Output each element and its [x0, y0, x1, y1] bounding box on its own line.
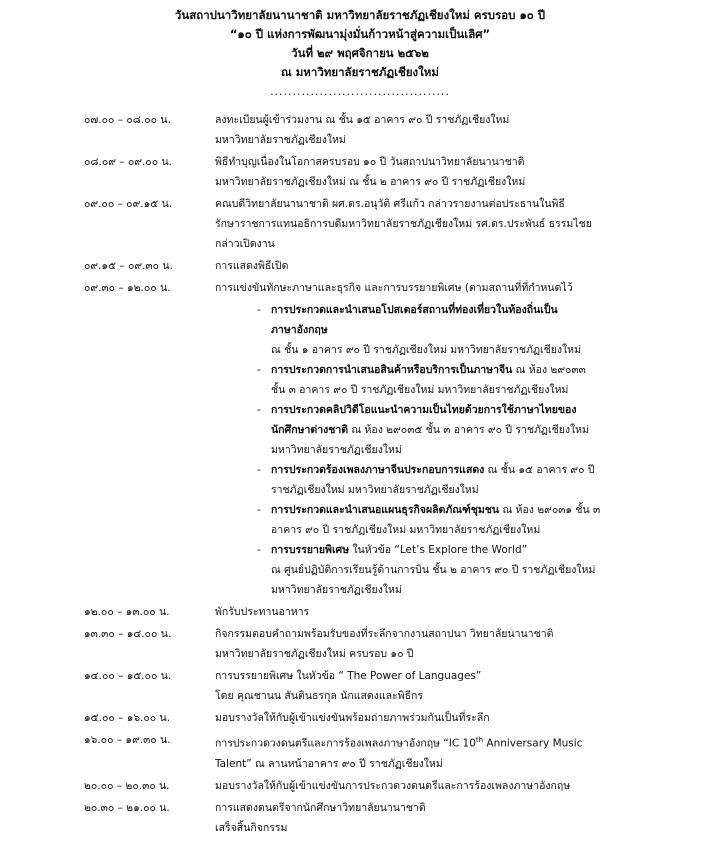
time-slot: ๒๐.๐๐ – ๒๐.๓๐ น. — [84, 779, 170, 792]
competition-venue: มหาวิทยาลัยราชภัฏเชียงใหม่ — [271, 584, 402, 596]
time-slot: ๑๓.๓๐ – ๑๔.๐๐ น. — [84, 628, 172, 640]
schedule-row — [0, 730, 720, 774]
activity-desc — [215, 666, 655, 706]
activity-line: การแสดงดนตรีจากนักศึกษาวิทยาลัยนานาชาติ — [215, 801, 426, 814]
activity-line: โดย คุณชานน สันตินธรกุล นักแสดงและพิธีกร — [215, 690, 424, 702]
competition-venue: ราชภัฏเชียงใหม่ มหาวิทยาลัยราชภัฏเชียงใหม่ — [271, 484, 479, 496]
time-slot: ๐๘.๐๙ – ๐๙.๐๐ น. — [84, 156, 172, 168]
bullet-dash: - — [257, 304, 261, 316]
activity-line: พิธีทำบุญเนื่องในโอกาสครบรอบ ๑๐ ปี วันสถาปนาวิทยาลัยนานาชาติ — [215, 156, 525, 168]
activity-line — [215, 730, 655, 754]
competition-title: การประกวดและนำเสนอโปสเตอร์สถานที่ท่องเที่ยวในท้องถิ่นเป็น — [271, 304, 558, 316]
bullet-dash: - — [257, 544, 261, 556]
activity-text: Anniversary Music — [483, 737, 583, 750]
time-slot: ๑๒.๐๐ – ๑๓.๐๐ น. — [84, 606, 170, 618]
activity-line: กิจกรรมตอบคำถามพร้อมรับของที่ระลึกจากงานสถาปนา วิทยาลัยนานาชาติ — [215, 628, 554, 640]
competition-venue: ณ ชั้น ๑๕ อาคาร ๙๐ ปี — [484, 464, 595, 476]
competition-venue: ณ ห้อง ๒๙๐๓๕ ชั้น ๓ อาคาร ๙๐ ปี ราชภัฏเชียงใหม่ — [348, 424, 589, 436]
activity-line: มหาวิทยาลัยราชภัฏเชียงใหม่ ณ ชั้น ๒ อาคาร ๙๐ ปี ราชภัฏเชียงใหม่ — [215, 176, 526, 188]
document-header — [0, 6, 720, 100]
schedule-row — [0, 110, 720, 150]
activity-text: การประกวดวงดนตรีและการร้องเพลงภาษาอังกฤษ “IC 10 — [215, 737, 476, 750]
activity-line: การแสดงพิธีเปิด — [215, 260, 289, 272]
activity-line: มหาวิทยาลัยราชภัฏเชียงใหม่ ครบรอบ ๑๐ ปี — [215, 648, 414, 660]
competition-item — [257, 460, 667, 500]
activity-line: ลงทะเบียนผู้เข้าร่วมงาน ณ ชั้น ๑๕ อาคาร ๙๐ ปี ราชภัฏเชียงใหม่ — [215, 114, 510, 126]
activity-line: รักษาราชการแทนอธิการบดีมหาวิทยาลัยราชภัฏเชียงใหม่ รศ.ดร.ประพันธ์ ธรรมไชย — [215, 218, 592, 230]
event-date: วันที่ ๒๙ พฤศจิกายน ๒๕๖๒ — [291, 46, 429, 60]
competition-title: การประกวดการนำเสนอสินค้าหรือบริการเป็นภาษาจีน — [271, 364, 513, 376]
activity-desc — [215, 110, 655, 150]
competition-item — [257, 360, 667, 400]
time-slot: ๑๕.๐๐ – ๑๖.๐๐ น. — [84, 712, 171, 724]
schedule-row — [0, 624, 720, 664]
activity-line: มอบรางวัลให้กับผู้เข้าแข่งขันการประกวดวงดนตรีและการร้องเพลงภาษาอังกฤษ — [215, 779, 571, 792]
competition-item — [257, 300, 667, 360]
activity-desc — [215, 708, 655, 728]
time-slot: ๐๙.๓๐ – ๑๒.๐๐ น. — [84, 282, 171, 294]
schedule-row — [0, 798, 720, 838]
dotted-separator: ........................................ — [270, 85, 450, 98]
activity-desc — [215, 278, 655, 298]
time-slot: ๒๐.๓๐ – ๒๑.๐๐ น. — [84, 801, 170, 814]
schedule-list — [0, 110, 720, 840]
schedule-row — [0, 278, 720, 298]
schedule-row — [0, 194, 720, 254]
schedule-row — [0, 708, 720, 728]
ordinal-suffix: th — [475, 736, 484, 744]
activity-line: การบรรยายพิเศษ ในหัวข้อ “ The Power of Languages” — [215, 670, 482, 682]
activity-desc — [215, 730, 655, 774]
competition-venue: ณ ห้อง ๒๙๐๓๓ — [512, 364, 586, 376]
competition-topic: ในหัวข้อ “Let’s Explore the World” — [349, 544, 528, 556]
activity-line: คณบดีวิทยาลัยนานาชาติ ผศ.ดร.อนุวัติ ศรีแก้ว กล่าวรายงานต่อประธานในพิธี — [215, 198, 565, 210]
activity-desc — [215, 256, 655, 276]
competition-title: นักศึกษาต่างชาติ — [271, 424, 349, 436]
event-title: วันสถาปนาวิทยาลัยนานาชาติ มหาวิทยาลัยราชภัฏเชียงใหม่ ครบรอบ ๑๐ ปี — [174, 8, 546, 22]
event-venue: ณ มหาวิทยาลัยราชภัฏเชียงใหม่ — [281, 65, 439, 79]
activity-line: การแข่งขันทักษะภาษาและธุรกิจ และการบรรยายพิเศษ (ตามสถานที่ที่กำหนดไว้ — [215, 282, 573, 294]
schedule-row — [0, 256, 720, 276]
competition-title: การประกวดร้องเพลงภาษาจีนประกอบการแสดง — [271, 464, 485, 476]
competition-title: การบรรยายพิเศษ — [271, 544, 350, 556]
bullet-dash: - — [257, 404, 261, 416]
activity-line: มหาวิทยาลัยราชภัฏเชียงใหม่ — [215, 134, 346, 146]
time-slot: ๑๖.๐๐ – ๑๙.๓๐ น. — [84, 734, 171, 746]
competition-venue: ณ ชั้น ๑ อาคาร ๙๐ ปี ราชภัฏเชียงใหม่ มหาวิทยาลัยราชภัฏเชียงใหม่ — [271, 344, 581, 356]
bullet-dash: - — [257, 364, 261, 376]
competition-item — [257, 540, 667, 600]
competition-venue: อาคาร ๙๐ ปี ราชภัฏเชียงใหม่ มหาวิทยาลัยราชภัฏเชียงใหม่ — [271, 524, 541, 536]
activity-line: พักรับประทานอาหาร — [215, 606, 310, 618]
activity-desc — [215, 602, 655, 622]
competition-venue: ณ ศูนย์ปฏิบัติการเรียนรู้ด้านการบิน ชั้น ๒ อาคาร ๙๐ ปี ราชภัฏเชียงใหม่ — [271, 564, 596, 576]
activity-desc — [215, 194, 655, 254]
event-slogan: “๑๐ ปี แห่งการพัฒนามุ่งมั่นก้าวหน้าสู่ความเป็นเลิศ” — [229, 27, 491, 41]
schedule-row — [0, 152, 720, 192]
time-slot: ๐๙.๑๕ – ๐๙.๓๐ น. — [84, 260, 173, 272]
bullet-dash: - — [257, 504, 261, 516]
competition-venue: มหาวิทยาลัยราชภัฏเชียงใหม่ — [271, 444, 402, 456]
activity-line: Talent” ณ ลานหน้าอาคาร ๙๐ ปี ราชภัฏเชียงใหม่ — [215, 757, 443, 770]
activity-line: กล่าวเปิดงาน — [215, 238, 275, 250]
competition-venue: ชั้น ๓ อาคาร ๙๐ ปี ราชภัฏเชียงใหม่ มหาวิทยาลัยราชภัฏเชียงใหม่ — [271, 384, 569, 396]
schedule-row — [0, 776, 720, 796]
activity-desc — [215, 798, 655, 838]
time-slot: ๐๗.๐๐ – ๐๘.๐๐ น. — [84, 114, 171, 126]
competition-item — [257, 500, 667, 540]
competition-title: การประกวดคลิปวิดีโอแนะนำความเป็นไทยด้วยการใช้ภาษาไทยของ — [271, 404, 577, 416]
activity-desc — [215, 624, 655, 664]
competition-item — [257, 400, 667, 460]
schedule-row — [0, 666, 720, 706]
time-slot: ๑๔.๐๐ – ๑๕.๐๐ น. — [84, 670, 172, 682]
schedule-row — [0, 602, 720, 622]
competition-venue: ณ ห้อง ๒๙๐๓๑ ชั้น ๓ — [499, 504, 601, 516]
bullet-dash: - — [257, 464, 261, 476]
activity-desc — [215, 776, 655, 796]
activity-line: มอบรางวัลให้กับผู้เข้าแข่งขันพร้อมถ่ายภาพร่วมกันเป็นที่ระลึก — [215, 712, 490, 724]
time-slot: ๐๙.๐๐ – ๐๙.๑๕ น. — [84, 198, 173, 210]
activity-line: เสร็จสิ้นกิจกรรม — [215, 821, 288, 834]
activity-desc — [215, 152, 655, 192]
competition-title: ภาษาอังกฤษ — [271, 324, 328, 336]
competition-title: การประกวดและนำเสนอแผนธุรกิจผลิตภัณฑ์ชุมชน — [271, 504, 500, 516]
